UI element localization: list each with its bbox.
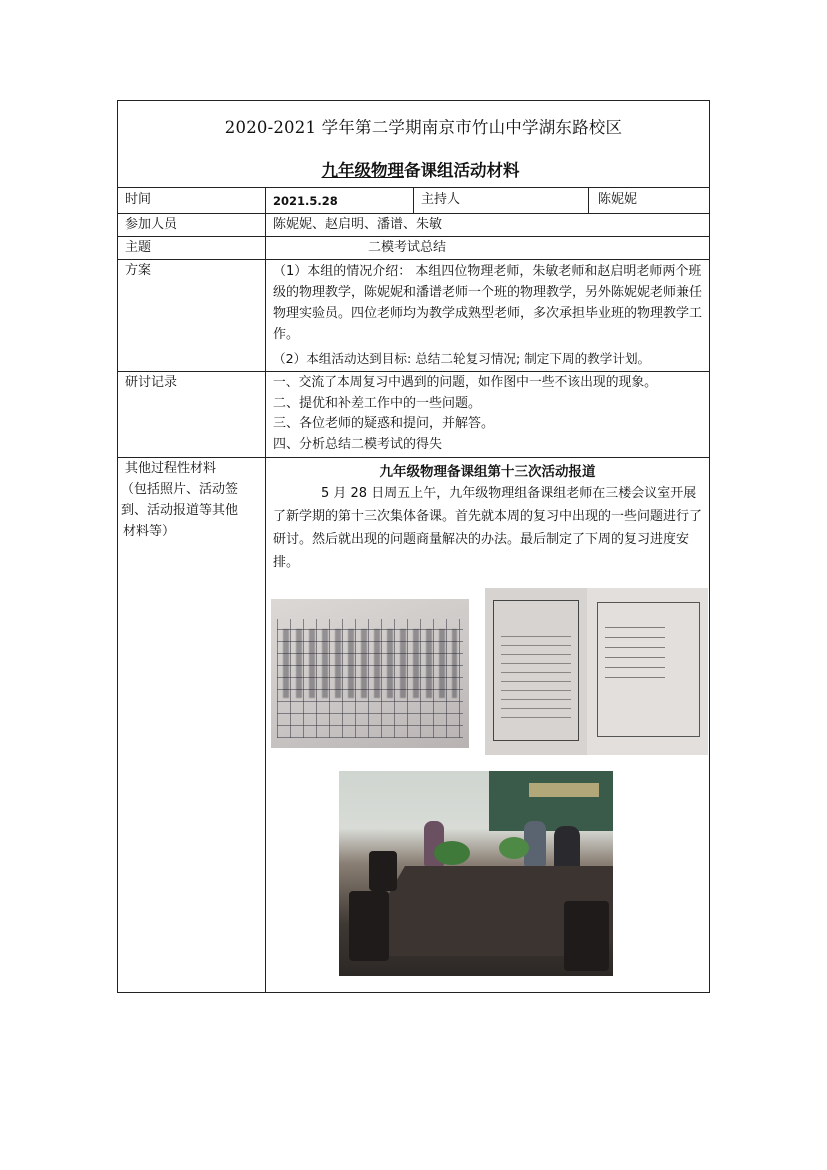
title-block [118,101,709,187]
record-form-photo-left [485,588,587,755]
plan-paragraph-2: （2）本组活动达到目标: 总结二轮复习情况; 制定下周的教学计划。 [273,351,651,366]
plan-label: 方案 [125,263,152,278]
row-divider [118,236,709,237]
host-label: 主持人 [421,192,461,207]
other-label-line: 其他过程性材料 [125,461,217,476]
subtitle-underlined: 九年级物理 [321,161,404,180]
discussion-item: 二、提优和补差工作中的一些问题。 [273,396,482,411]
topic-value: 二模考试总结 [368,240,447,255]
column-divider [588,187,589,213]
activity-record-table [117,100,710,993]
chair [349,891,389,961]
other-label-line: （包括照片、活动签 [121,482,239,497]
report-body: 5 月 28 日周五上午，九年级物理组备课组老师在三楼会议室开展了新学期的第十三次集体备课。首先就本周的复习中出现的一些问题进行了研讨。然后就出现的问题商量解决的办法。最后制定了下周的复习进度安排。 [273,486,703,570]
discussion-item: 一、交流了本周复习中遇到的问题，如作图中一些不该出现的现象。 [273,375,657,390]
discussion-label: 研讨记录 [125,375,178,390]
time-value: 2021.5.28 [273,194,338,208]
sign-in-sheet-photo [271,599,469,748]
blackboard-writing [529,783,599,797]
other-label-line: 到、活动报道等其他 [121,503,239,518]
chair [369,851,397,891]
chair [564,901,609,971]
record-form-photo-right [587,588,708,755]
discussion-item: 三、各位老师的疑惑和提问，并解答。 [273,416,495,431]
row-divider [118,371,709,372]
document-subtitle [118,157,709,181]
row-divider [118,457,709,458]
plan-paragraph-1: （1）本组的情况介绍： 本组四位物理老师，朱敏老师和赵启明老师两个班级的物理教学，陈妮妮和潘谱老师一个班的物理教学，另外陈妮妮老师兼任物理实验员。四位老师均为教学成熟型老师，多次承担毕业班的物理教学工作。 [273,264,703,342]
row-divider [118,213,709,214]
form-handwriting [605,618,665,678]
row-divider [118,259,709,260]
subtitle-rest: 备课组活动材料 [404,161,520,180]
discussion-item: 四、分析总结二模考试的得失 [273,437,443,452]
other-label-line: 材料等） [123,524,176,539]
form-handwriting [501,628,571,718]
time-label: 时间 [125,192,152,207]
topic-label: 主题 [125,240,152,255]
meeting-room-photo [339,771,613,976]
column-divider [265,187,266,992]
host-value: 陈妮妮 [598,192,638,207]
blackboard [489,771,613,831]
column-divider [413,187,414,213]
participants-label: 参加人员 [125,217,178,232]
potted-plant [434,841,470,865]
sheet-handwriting [283,629,457,698]
report-title: 九年级物理备课组第十三次活动报道 [379,464,596,480]
document-title: 2020-2021 学年第二学期南京市竹山中学湖东路校区 [224,118,623,137]
potted-plant [499,837,529,859]
participants-value: 陈妮妮、赵启明、潘谱、朱敏 [273,217,443,232]
